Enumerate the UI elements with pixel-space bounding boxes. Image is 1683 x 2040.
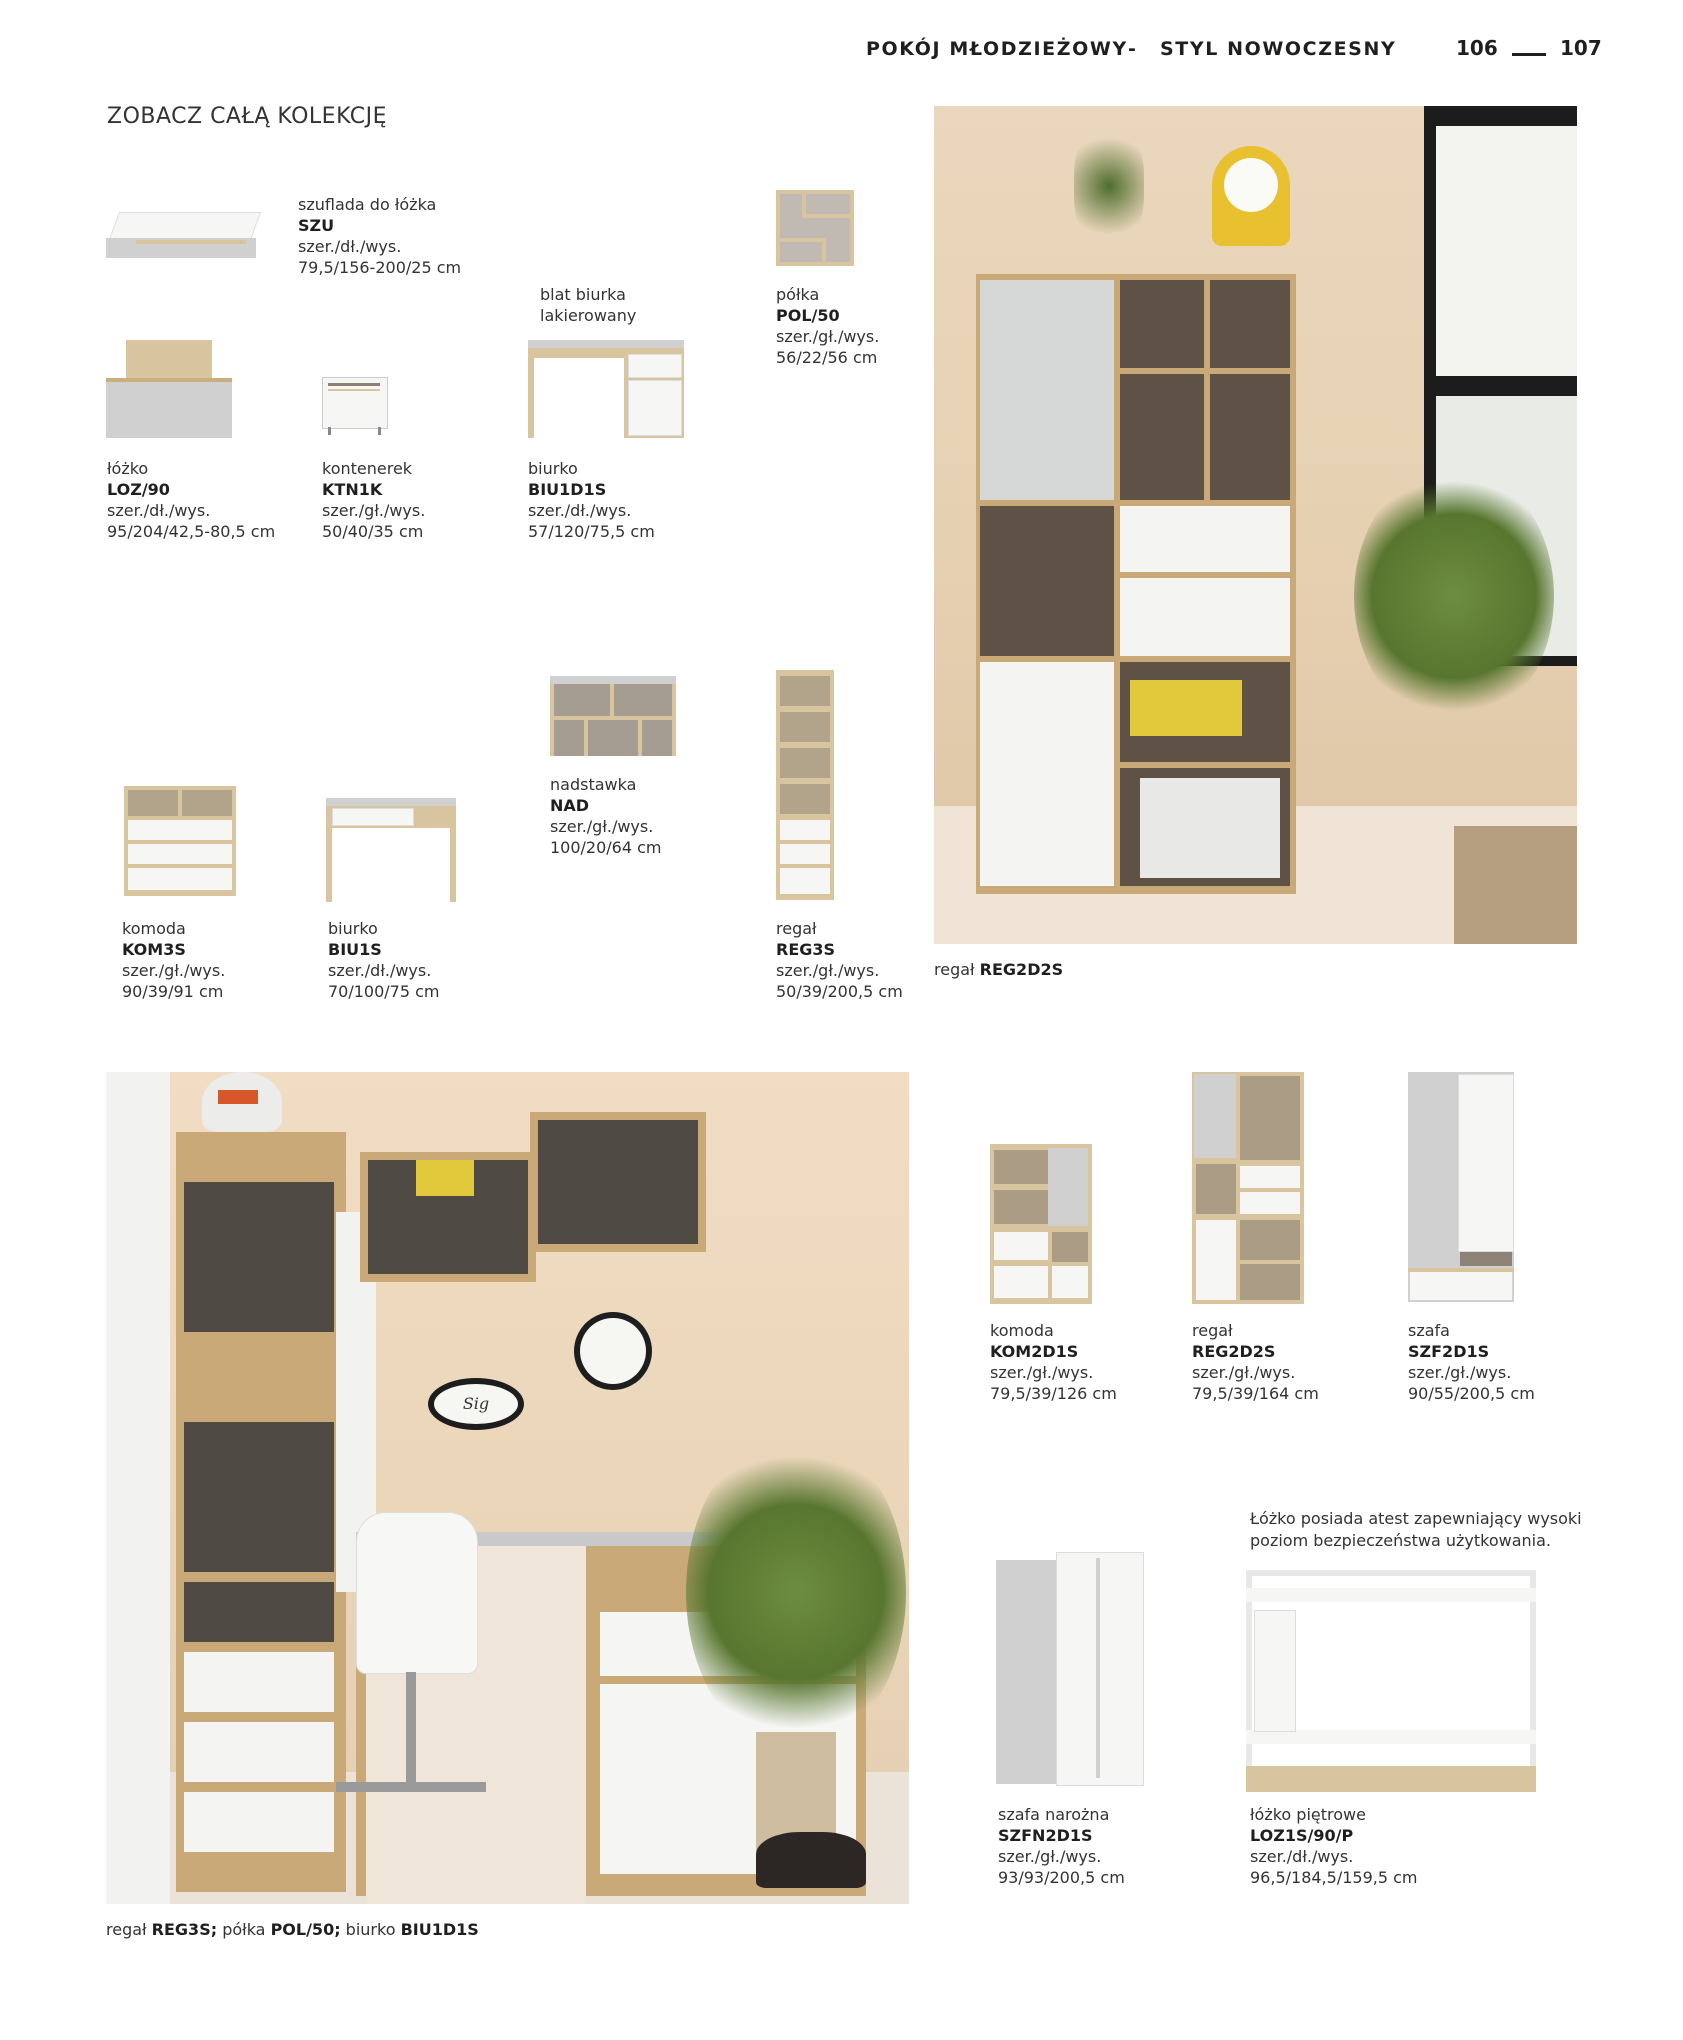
product-image-szf2d1s — [1408, 1072, 1514, 1302]
caption-ktn1k — [322, 458, 425, 542]
product-name: łóżko — [107, 459, 149, 478]
product-name: łóżko piętrowe — [1250, 1805, 1366, 1824]
product-dim-label: szer./gł./wys. — [550, 817, 654, 836]
product-image-biu1d1s — [528, 340, 684, 440]
product-dim-label: szer./dł./wys. — [328, 961, 432, 980]
product-dim-label: szer./dł./wys. — [298, 237, 402, 256]
product-dims: 100/20/64 cm — [550, 838, 662, 857]
product-image-ktn1k — [322, 377, 388, 435]
product-dim-label: szer./gł./wys. — [1192, 1363, 1296, 1382]
caption-reg2d2s — [1192, 1320, 1319, 1404]
caption-kom3s — [122, 918, 225, 1002]
product-code: BIU1D1S — [528, 480, 607, 499]
product-image-szu — [106, 212, 256, 262]
product-code: LOZ/90 — [107, 480, 170, 499]
caption-prefix-3: biurko — [340, 1920, 401, 1939]
caption-prefix-2: półka — [217, 1920, 271, 1939]
product-name: blat biurka — [540, 285, 626, 304]
product-dim-label: szer./gł./wys. — [322, 501, 426, 520]
product-code: BIU1S — [328, 940, 382, 959]
caption-loz90 — [107, 458, 275, 542]
product-image-kom2d1s — [990, 1144, 1092, 1304]
product-code: POL/50 — [776, 306, 840, 325]
photo-caption-top — [934, 960, 1063, 979]
product-dim-label: szer./dł./wys. — [107, 501, 211, 520]
product-name-line2: lakierowany — [540, 306, 637, 325]
product-dims: 50/40/35 cm — [322, 522, 424, 541]
bubble-doodle: Sig — [434, 1384, 518, 1424]
product-dims: 70/100/75 cm — [328, 982, 440, 1001]
product-dim-label: szer./gł./wys. — [990, 1363, 1094, 1382]
page-number-left: 106 — [1456, 36, 1498, 60]
product-image-pol50 — [776, 190, 854, 266]
note-line-1: Łóżko posiada atest zapewniający wysoki — [1250, 1509, 1582, 1528]
product-dims: 93/93/200,5 cm — [998, 1868, 1125, 1887]
note-line-2: poziom bezpieczeństwa użytkowania. — [1250, 1531, 1551, 1550]
header-separator: - — [1128, 38, 1138, 60]
product-dims: 57/120/75,5 cm — [528, 522, 655, 541]
product-dim-label: szer./gł./wys. — [776, 327, 880, 346]
product-name: biurko — [528, 459, 578, 478]
product-code: REG3S — [776, 940, 836, 959]
product-name: biurko — [328, 919, 378, 938]
page-number-right: 107 — [1560, 36, 1602, 60]
caption-biu1d1s — [528, 458, 655, 542]
caption-biu1s — [328, 918, 440, 1002]
product-dims: 96,5/184,5/159,5 cm — [1250, 1868, 1418, 1887]
product-dims: 90/39/91 cm — [122, 982, 224, 1001]
product-dims: 79,5/39/126 cm — [990, 1384, 1117, 1403]
caption-reg3s — [776, 918, 903, 1002]
product-image-kom3s — [124, 786, 236, 896]
caption-blat — [540, 284, 636, 326]
product-dim-label: szer./gł./wys. — [776, 961, 880, 980]
product-code: SZF2D1S — [1408, 1342, 1490, 1361]
photo-caption-bottom — [106, 1920, 479, 1939]
room-photo-reg2d2s — [934, 106, 1577, 944]
product-image-reg3s — [776, 670, 834, 900]
section-title: POKÓJ MŁODZIEŻOWY — [866, 38, 1128, 60]
caption-code-2: POL/50; — [270, 1920, 341, 1939]
product-name: szafa — [1408, 1321, 1450, 1340]
caption-kom2d1s — [990, 1320, 1117, 1404]
product-name: regał — [776, 919, 817, 938]
product-name: kontenerek — [322, 459, 413, 478]
photo-caption-prefix: regał — [934, 960, 980, 979]
product-image-reg2d2s — [1192, 1072, 1304, 1304]
product-dims: 56/22/56 cm — [776, 348, 878, 367]
photo-caption-code: REG2D2S — [979, 960, 1064, 979]
product-name: nadstawka — [550, 775, 637, 794]
bunk-bed-safety-note — [1250, 1508, 1582, 1552]
product-dim-label: szer./gł./wys. — [122, 961, 226, 980]
product-code: NAD — [550, 796, 590, 815]
room-photo-desk — [106, 1072, 909, 1904]
collection-heading: ZOBACZ CAŁĄ KOLEKCJĘ — [107, 104, 388, 129]
product-dim-label: szer./dł./wys. — [528, 501, 632, 520]
product-name: komoda — [122, 919, 186, 938]
product-code: KTN1K — [322, 480, 383, 499]
product-dim-label: szer./dł./wys. — [1250, 1847, 1354, 1866]
product-code: LOZ1S/90/P — [1250, 1826, 1354, 1845]
product-image-szfn2d1s — [996, 1552, 1142, 1784]
product-code: REG2D2S — [1192, 1342, 1276, 1361]
product-name: półka — [776, 285, 820, 304]
product-image-nad — [550, 676, 676, 756]
product-image-biu1s — [326, 798, 456, 902]
caption-loz1s — [1250, 1804, 1417, 1888]
product-dims: 79,5/39/164 cm — [1192, 1384, 1319, 1403]
page-number-divider — [1512, 53, 1546, 56]
product-code: KOM2D1S — [990, 1342, 1079, 1361]
product-code: SZFN2D1S — [998, 1826, 1093, 1845]
product-code: KOM3S — [122, 940, 186, 959]
product-dim-label: szer./gł./wys. — [998, 1847, 1102, 1866]
caption-szfn2d1s — [998, 1804, 1125, 1888]
caption-code-1: REG3S; — [151, 1920, 218, 1939]
product-dims: 90/55/200,5 cm — [1408, 1384, 1535, 1403]
caption-szf2d1s — [1408, 1320, 1535, 1404]
caption-pol50 — [776, 284, 879, 368]
caption-szu — [298, 194, 461, 278]
style-title: STYL NOWOCZESNY — [1160, 38, 1397, 60]
product-dims: 95/204/42,5-80,5 cm — [107, 522, 276, 541]
product-name: szafa narożna — [998, 1805, 1110, 1824]
product-dims: 50/39/200,5 cm — [776, 982, 903, 1001]
product-name: szuflada do łóżka — [298, 195, 437, 214]
product-name: regał — [1192, 1321, 1233, 1340]
product-image-loz1s — [1246, 1570, 1536, 1792]
product-name: komoda — [990, 1321, 1054, 1340]
product-dims: 79,5/156-200/25 cm — [298, 258, 462, 277]
caption-nad — [550, 774, 662, 858]
caption-prefix-1: regał — [106, 1920, 152, 1939]
caption-code-3: BIU1D1S — [400, 1920, 479, 1939]
product-code: SZU — [298, 216, 335, 235]
product-image-loz90 — [106, 340, 234, 440]
product-dim-label: szer./gł./wys. — [1408, 1363, 1512, 1382]
